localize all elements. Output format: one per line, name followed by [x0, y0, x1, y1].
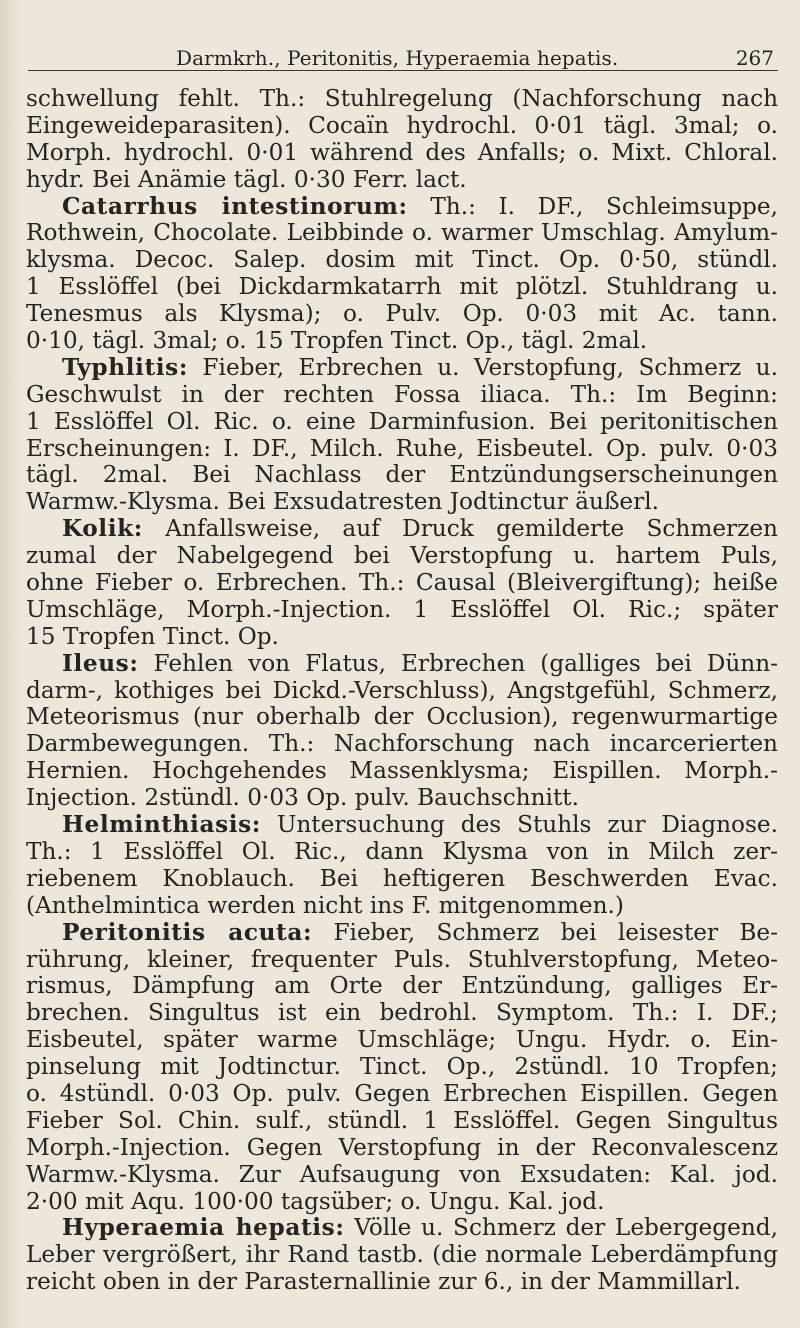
line-text: riebenem Knoblauch. Bei heftigeren Beschwerden Evac. [26, 865, 778, 892]
text-line [26, 436, 778, 463]
line-text: 1 Esslöffel (bei Dickdarmkatarrh mit plötzl. Stuhldrang u. [26, 274, 778, 301]
text-line [26, 597, 778, 624]
line-text: 15 Tropfen Tinct. Op. [26, 623, 279, 650]
text-line [26, 301, 778, 328]
section-keyword: Catarrhus intestinorum: [62, 193, 408, 220]
line-text: Eisbeutel, später warme Umschläge; Ungu. Hydr. o. Ein- [26, 1027, 778, 1054]
line-text: Warmw.-Klysma. Zur Aufsaugung von Exsudaten: Kal. jod. [26, 1161, 778, 1188]
line-text: brechen. Singultus ist ein bedrohl. Symptom. Th.: I. DF.; [26, 1000, 778, 1027]
section-heading-line [26, 355, 778, 382]
line-text: rismus, Dämpfung am Orte der Entzündung, galliges Er- [26, 973, 778, 1000]
running-title: Darmkrh., Peritonitis, Hyperaemia hepatis. [176, 46, 619, 70]
text-line [26, 1242, 778, 1269]
text-line [26, 1162, 778, 1189]
text-line [26, 1108, 778, 1135]
line-text: Leber vergrößert, ihr Rand tastb. (die normale Leberdämpfung [26, 1242, 778, 1269]
text-line [26, 1269, 778, 1296]
line-text: hydr. Bei Anämie tägl. 0·30 Ferr. lact. [26, 166, 467, 193]
text-line [26, 947, 778, 974]
line-text: Meteorismus (nur oberhalb der Occlusion), regenwurmartige [26, 704, 778, 731]
line-text: Fieber, Erbrechen u. Verstopfung, Schmerz u. [188, 354, 778, 381]
section-heading-line [26, 516, 778, 543]
text-line [26, 274, 778, 301]
section-heading-line [26, 920, 778, 947]
text-line [26, 704, 778, 731]
text-line [26, 220, 778, 247]
page-header [28, 44, 778, 71]
text-line [26, 167, 778, 194]
line-text: ohne Fieber o. Erbrechen. Th.: Causal (Bleivergiftung); heiße [26, 570, 778, 597]
text-line [26, 785, 778, 812]
line-text: schwellung fehlt. Th.: Stuhlregelung (Nachforschung nach [26, 86, 778, 112]
section-keyword: Kolik: [62, 516, 143, 543]
text-line [26, 758, 778, 785]
text-line [26, 731, 778, 758]
line-text: klysma. Decoc. Salep. dosim mit Tinct. Op. 0·50, stündl. [26, 247, 778, 274]
text-line [26, 382, 778, 409]
line-text: Untersuchung des Stuhls zur Diagnose. [260, 812, 778, 839]
line-text: pinselung mit Jodtinctur. Tinct. Op., 2stündl. 10 Tropfen; [26, 1054, 778, 1081]
line-text: Morph. hydrochl. 0·01 während des Anfalls; o. Mixt. Chloral. [26, 139, 778, 166]
line-text: Völle u. Schmerz der Lebergegend, [344, 1215, 778, 1242]
line-text: Fieber Sol. Chin. sulf., stündl. 1 Esslöffel. Gegen Singultus [26, 1107, 778, 1134]
text-line [26, 678, 778, 705]
line-text: Eingeweideparasiten). Cocaïn hydrochl. 0·01 tägl. 3mal; o. [26, 112, 778, 139]
text-line [26, 893, 778, 920]
line-text: Geschwulst in der rechten Fossa iliaca. Th.: Im Beginn: [26, 381, 778, 408]
text-line [26, 866, 778, 893]
line-text: Darmbewegungen. Th.: Nachforschung nach incarcerierten [26, 731, 778, 758]
section-keyword: Typhlitis: [62, 354, 189, 381]
text-line [26, 543, 778, 570]
line-text: 1 Esslöffel Ol. Ric. o. eine Darminfusion. Bei peritonitischen [26, 408, 778, 435]
text-line [26, 973, 778, 1000]
line-text: Injection. 2stündl. 0·03 Op. pulv. Bauchschnitt. [26, 785, 579, 812]
text-line [26, 570, 778, 597]
line-text: Hernien. Hochgehendes Massenklysma; Eispillen. Morph.- [26, 758, 778, 785]
line-text: Warmw.-Klysma. Bei Exsudatresten Jodtinctur äußerl. [26, 489, 660, 516]
section-keyword: Peritonitis acuta: [62, 919, 313, 946]
text-line [26, 328, 778, 355]
line-text: reicht oben in der Parasternallinie zur 6., in der Mammillarl. [26, 1269, 741, 1296]
section-heading-line [26, 812, 778, 839]
text-line [26, 624, 778, 651]
page-gutter [0, 0, 22, 1328]
section-heading-line [26, 1215, 778, 1242]
page-number: 267 [735, 46, 774, 70]
text-line [26, 489, 778, 516]
text-line [26, 1027, 778, 1054]
text-line [26, 1189, 778, 1216]
text-line [26, 1081, 778, 1108]
line-text: Th.: 1 Esslöffel Ol. Ric., dann Klysma von in Milch zer- [26, 838, 778, 865]
text-line [26, 1135, 778, 1162]
section-keyword: Helminthiasis: [62, 812, 261, 839]
line-text: Fehlen von Flatus, Erbrechen (galliges bei Dünn- [138, 650, 778, 677]
section-heading-line [26, 194, 778, 221]
text-line [26, 409, 778, 436]
text-line [26, 86, 778, 113]
line-text: Morph.-Injection. Gegen Verstopfung in der Reconvalescenz [26, 1134, 778, 1161]
line-text: Umschläge, Morph.-Injection. 1 Esslöffel Ol. Ric.; später [26, 596, 778, 623]
line-text: Anfallsweise, auf Druck gemilderte Schmerzen [142, 516, 778, 543]
text-line [26, 247, 778, 274]
line-text: rührung, kleiner, frequenter Puls. Stuhlverstopfung, Meteo- [26, 946, 778, 973]
line-text: o. 4stündl. 0·03 Op. pulv. Gegen Erbrechen Eispillen. Gegen [26, 1080, 778, 1107]
line-text: tägl. 2mal. Bei Nachlass der Entzündungserscheinungen [26, 462, 778, 489]
line-text: Tenesmus als Klysma); o. Pulv. Op. 0·03 mit Ac. tann. [26, 301, 778, 328]
section-heading-line [26, 651, 778, 678]
line-text: 2·00 mit Aqu. 100·00 tagsüber; o. Ungu. Kal. jod. [26, 1188, 605, 1215]
section-keyword: Hyperaemia hepatis: [62, 1215, 345, 1242]
text-line [26, 462, 778, 489]
line-text: darm-, kothiges bei Dickd.-Verschluss), Angstgefühl, Schmerz, [26, 677, 778, 704]
line-text: zumal der Nabelgegend bei Verstopfung u. hartem Puls, [26, 543, 778, 570]
section-keyword: Ileus: [62, 650, 139, 677]
text-line [26, 1054, 778, 1081]
line-text: Erscheinungen: I. DF., Milch. Ruhe, Eisbeutel. Op. pulv. 0·03 [26, 435, 778, 462]
line-text: Th.: I. DF., Schleimsuppe, [407, 193, 778, 220]
text-line [26, 113, 778, 140]
text-line [26, 839, 778, 866]
body-text [26, 86, 778, 1296]
line-text: 0·10, tägl. 3mal; o. 15 Tropfen Tinct. Op., tägl. 2mal. [26, 328, 648, 355]
line-text: Rothwein, Chocolate. Leibbinde o. warmer Umschlag. Amylum- [26, 220, 778, 247]
text-line [26, 1000, 778, 1027]
text-line [26, 140, 778, 167]
line-text: (Anthelmintica werden nicht ins F. mitgenommen.) [26, 892, 624, 919]
line-text: Fieber, Schmerz bei leisester Be- [312, 919, 778, 946]
